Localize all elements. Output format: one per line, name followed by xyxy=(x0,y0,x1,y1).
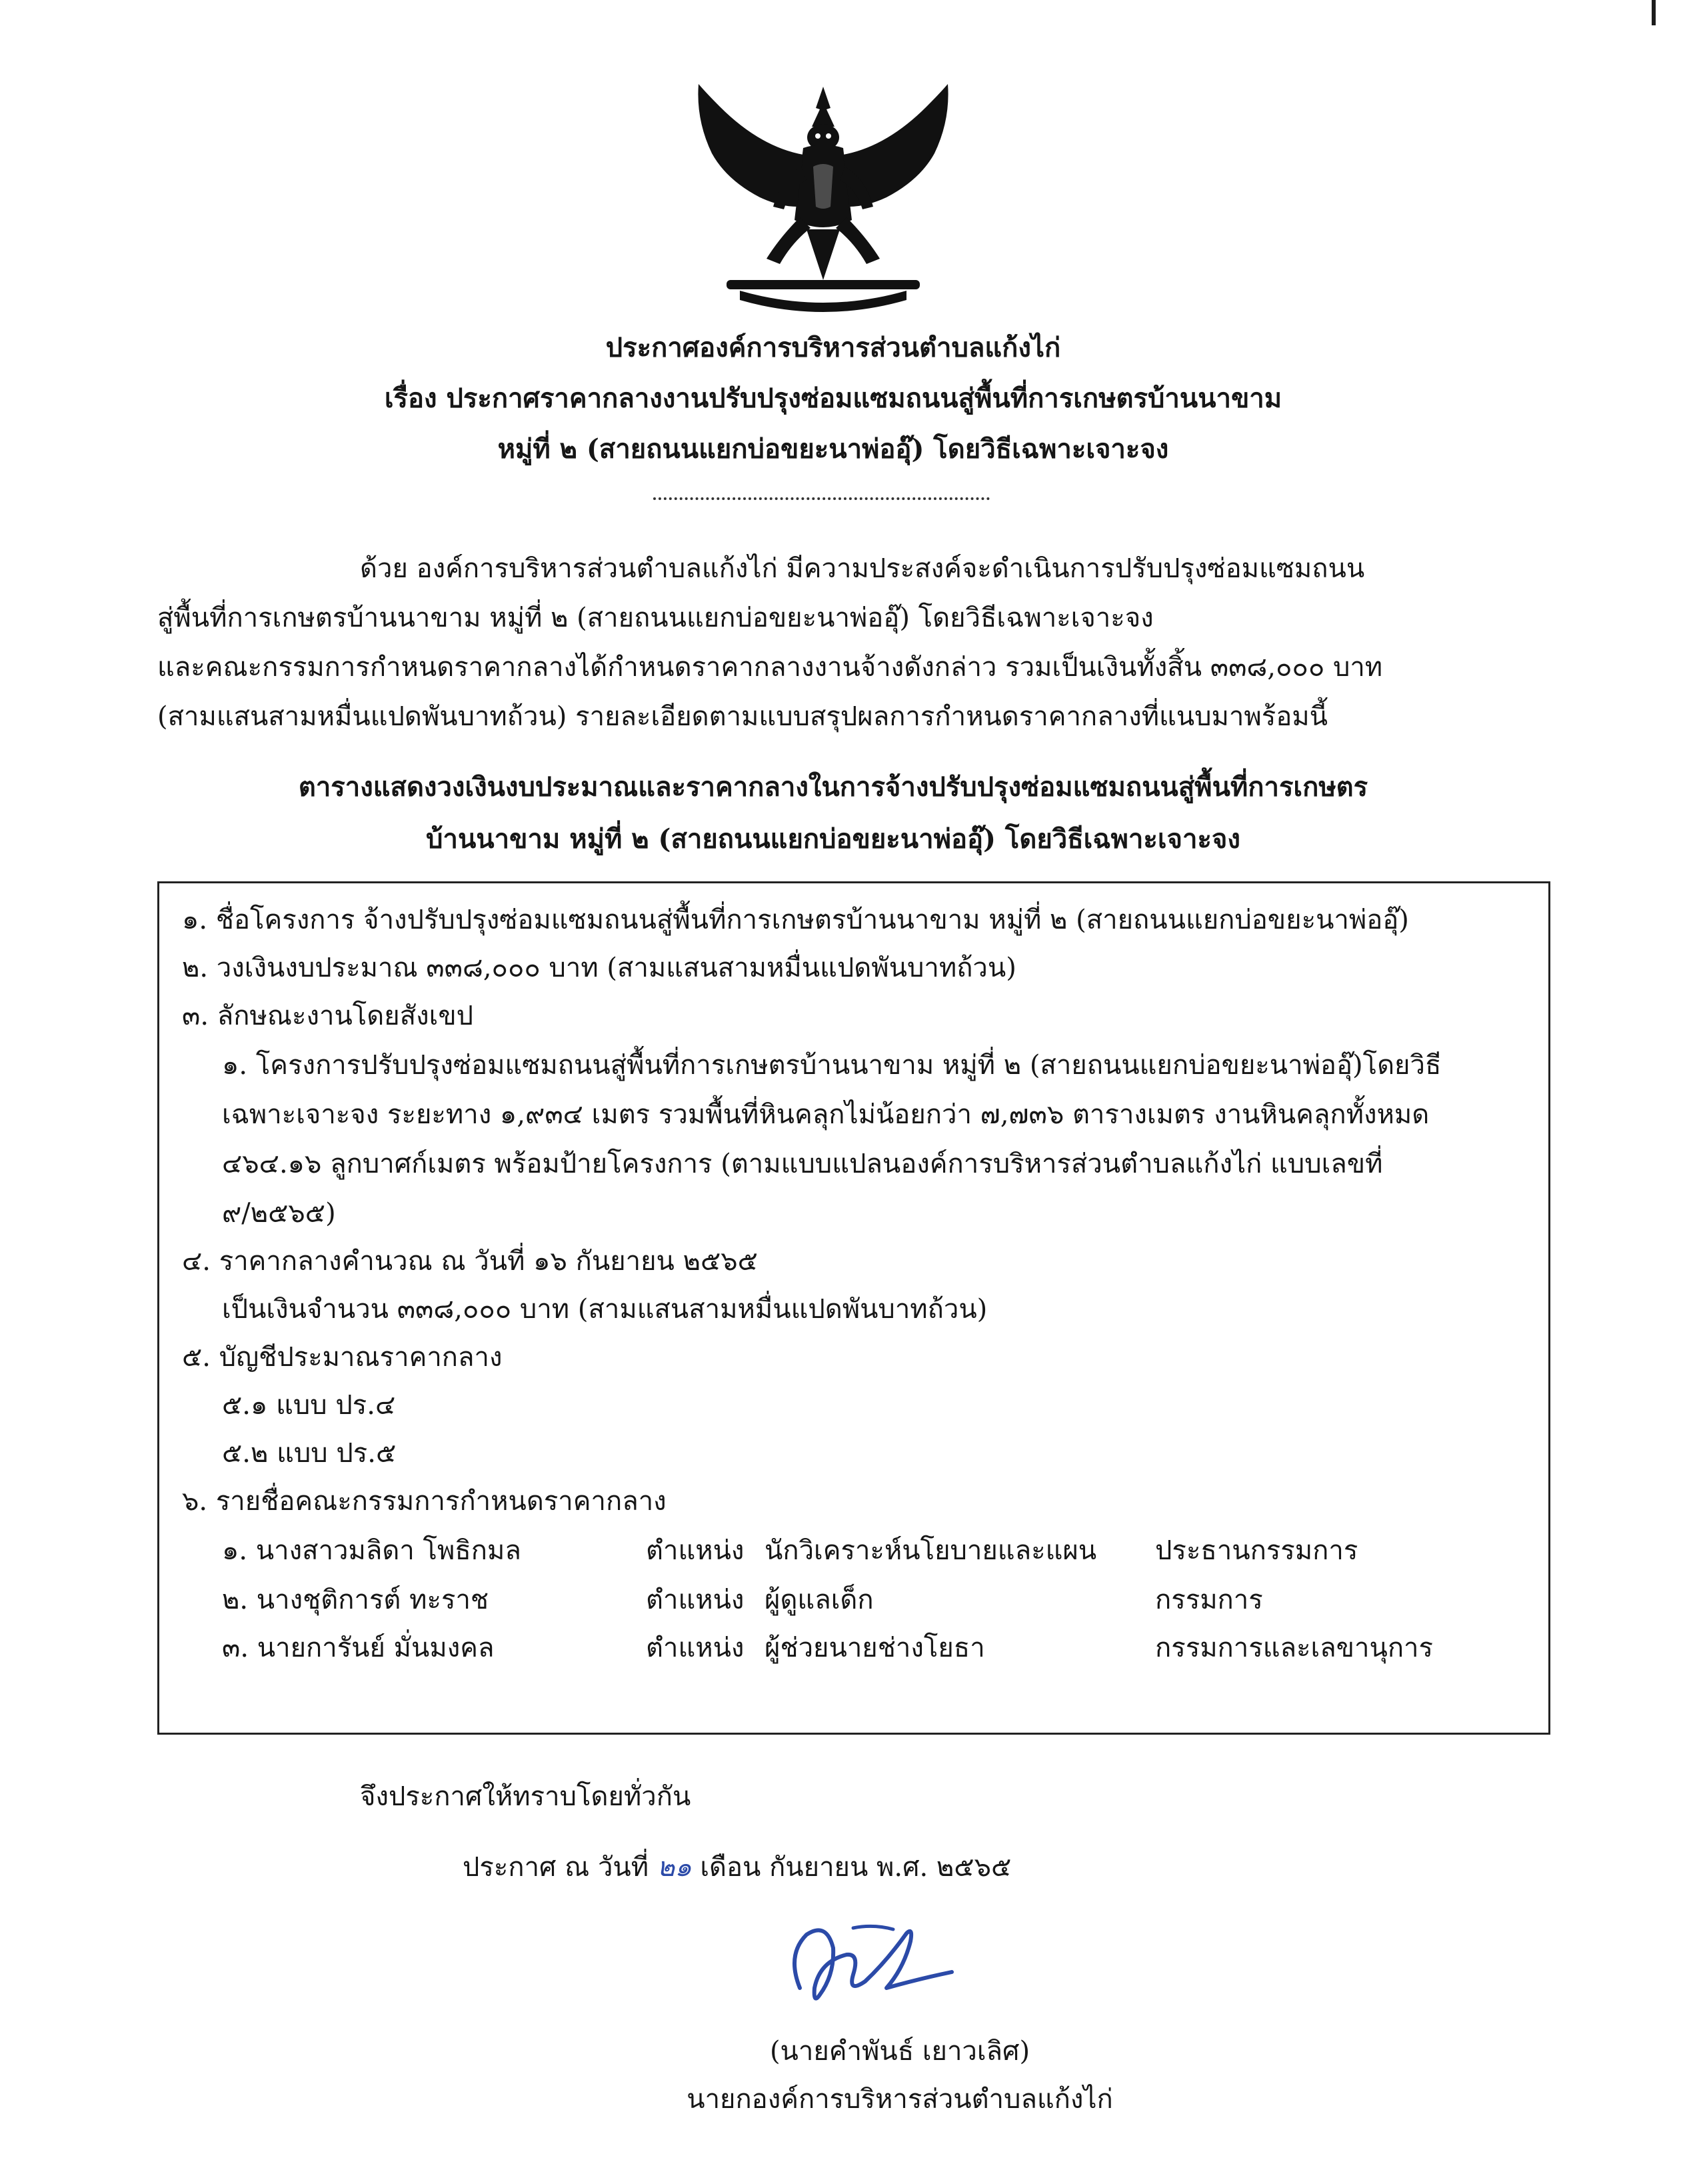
budget-item: ๒. วงเงินงบประมาณ ๓๓๘,๐๐๐ บาท (สามแสนสามหมื่นแปดพันบาทถ้วน) xyxy=(182,953,1016,983)
intro-line-2: สู่พื้นที่การเกษตรบ้านนาขาม หมู่ที่ ๒ (สายถนนแยกบ่อขยะนาพ่ออุ๊) โดยวิธีเฉพาะเจาะจง xyxy=(157,603,1154,633)
work-description-line-1: ๑. โครงการปรับปรุงซ่อมแซมถนนสู่พื้นที่การเกษตรบ้านนาขาม หมู่ที่ ๒ (สายถนนแยกบ่อขยะนาพ่ออุ๊)โดยวิธี xyxy=(222,1050,1442,1081)
intro-line-4: (สามแสนสามหมื่นแปดพันบาทถ้วน) รายละเอียดตามแบบสรุปผลการกำหนดราคากลางที่แนบมาพร้อมนี้ xyxy=(157,701,1328,732)
date-suffix: เดือน กันยายน พ.ศ. ๒๕๖๕ xyxy=(700,1852,1012,1883)
announcement-date xyxy=(463,1845,1011,1888)
reference-price-item: ๔. ราคากลางคำนวณ ณ วันที่ ๑๖ กันยายน ๒๕๖๕ xyxy=(182,1246,758,1277)
work-description-item: ๓. ลักษณะงานโดยสังเขป xyxy=(182,1001,474,1031)
project-name-item: ๑. ชื่อโครงการ จ้างปรับปรุงซ่อมแซมถนนสู่พื้นที่การเกษตรบ้านนาขาม หมู่ที่ ๒ (สายถนนแยกบ่อขยะนาพ่ออุ๊) xyxy=(182,905,1409,935)
committee-position: นักวิเคราะห์นโยบายและแผน xyxy=(765,1535,1097,1566)
committee-role: ประธานกรรมการ xyxy=(1155,1535,1358,1566)
committee-member-name: ๒. นางชุติการต์ ทะราช xyxy=(222,1585,489,1615)
intro-line-3: และคณะกรรมการกำหนดราคากลางได้กำหนดราคากลางงานจ้างดังกล่าว รวมเป็นเงินทั้งสิ้น ๓๓๘,๐๐๐ บาท xyxy=(157,652,1383,683)
scan-edge-mark xyxy=(1652,0,1656,25)
work-description-line-2: เฉพาะเจาะจง ระยะทาง ๑,๙๓๔ เมตร รวมพื้นที่หินคลุกไม่น้อยกว่า ๗,๗๓๖ ตารางเมตร งานหินคลุกทั้งหมด xyxy=(222,1099,1430,1130)
committee-heading: ๖. รายชื่อคณะกรรมการกำหนดราคากลาง xyxy=(182,1486,667,1517)
signer-title: นายกองค์การบริหารส่วนตำบลแก้งไก่ xyxy=(687,2084,1113,2115)
committee-role: กรรมการ xyxy=(1155,1585,1263,1615)
announcement-title: ประกาศองค์การบริหารส่วนตำบลแก้งไก่ xyxy=(605,332,1061,363)
work-description-line-3: ๔๖๔.๑๖ ลูกบาศก์เมตร พร้อมป้ายโครงการ (ตามแบบแปลนองค์การบริหารส่วนตำบลแก้งไก่ แบบเลขที่ xyxy=(222,1149,1383,1179)
estimate-list-item: ๕. บัญชีประมาณราคากลาง xyxy=(182,1342,503,1373)
committee-position-label: ตำแหน่ง xyxy=(646,1633,745,1663)
date-day-handwritten: ๒๑ xyxy=(657,1852,692,1883)
announcement-subject: เรื่อง ประกาศราคากลางงานปรับปรุงซ่อมแซมถนนสู่พื้นที่การเกษตรบ้านนาขาม xyxy=(384,383,1282,414)
committee-position-label: ตำแหน่ง xyxy=(646,1535,745,1566)
work-description-line-4: ๙/๒๕๖๕) xyxy=(222,1198,336,1229)
estimate-form-5: ๕.๒ แบบ ปร.๕ xyxy=(222,1438,397,1469)
garuda-emblem-icon xyxy=(680,80,966,327)
announcement-subject-cont: หมู่ที่ ๒ (สายถนนแยกบ่อขยะนาพ่ออุ๊) โดยวิธีเฉพาะเจาะจง xyxy=(497,433,1169,465)
committee-position-label: ตำแหน่ง xyxy=(646,1585,745,1615)
reference-price-amount: เป็นเงินจำนวน ๓๓๘,๐๐๐ บาท (สามแสนสามหมื่นแปดพันบาทถ้วน) xyxy=(222,1294,988,1325)
committee-position: ผู้ดูแลเด็ก xyxy=(765,1585,874,1615)
closing-statement: จึงประกาศให้ทราบโดยทั่วกัน xyxy=(360,1781,691,1812)
committee-position: ผู้ช่วยนายช่างโยธา xyxy=(765,1633,985,1663)
committee-member-name: ๑. นางสาวมลิดา โพธิกมล xyxy=(222,1535,521,1566)
estimate-form-4: ๕.๑ แบบ ปร.๔ xyxy=(222,1390,396,1421)
signature-mark xyxy=(773,1915,966,2015)
committee-member-name: ๓. นายการันย์ มั่นมงคล xyxy=(222,1633,495,1663)
table-title-line-1: ตารางแสดงวงเงินงบประมาณและราคากลางในการจ้างปรับปรุงซ่อมแซมถนนสู่พื้นที่การเกษตร xyxy=(298,771,1368,803)
committee-role: กรรมการและเลขานุการ xyxy=(1155,1633,1433,1663)
signer-name: (นายคำพันธ์ เยาวเลิศ) xyxy=(769,2036,1030,2067)
intro-line-1: ด้วย องค์การบริหารส่วนตำบลแก้งไก่ มีความประสงค์จะดำเนินการปรับปรุงซ่อมแซมถนน xyxy=(360,553,1365,584)
dotted-divider xyxy=(653,497,990,500)
date-prefix: ประกาศ ณ วันที่ xyxy=(463,1852,649,1883)
project-summary-box xyxy=(157,881,1550,1735)
table-title-line-2: บ้านนาขาม หมู่ที่ ๒ (สายถนนแยกบ่อขยะนาพ่ออุ๊) โดยวิธีเฉพาะเจาะจง xyxy=(426,823,1240,855)
